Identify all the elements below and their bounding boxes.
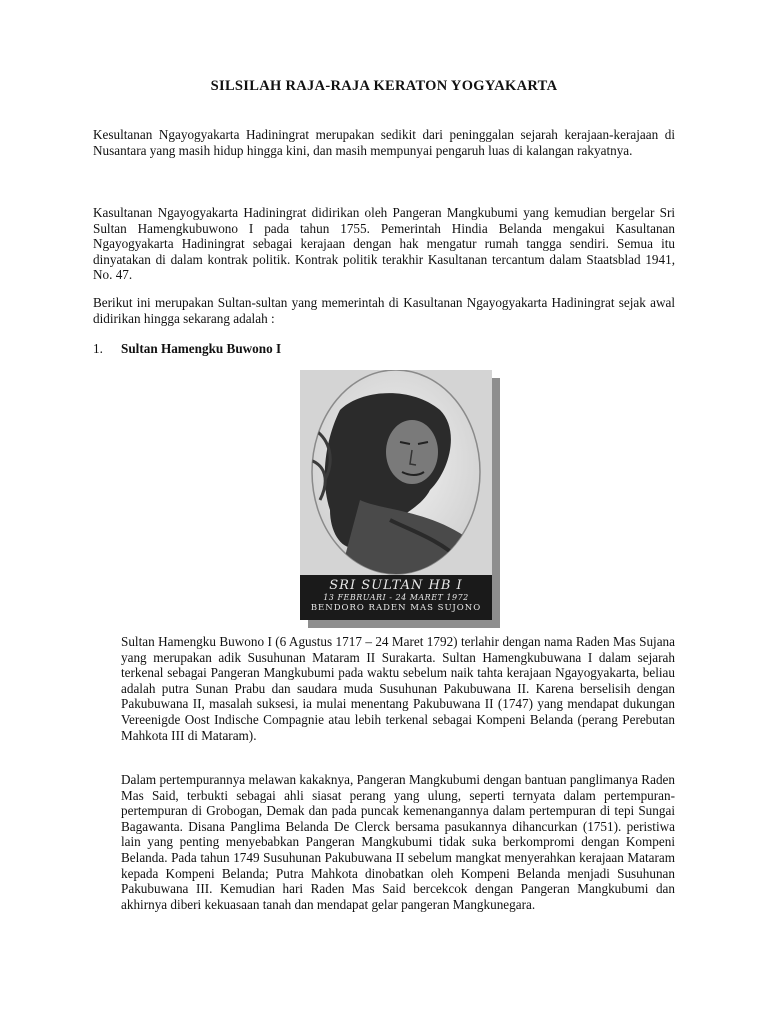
portrait-photo-frame bbox=[300, 370, 492, 620]
photo-caption bbox=[300, 575, 492, 620]
portrait-illustration bbox=[300, 370, 492, 575]
list-item-number: 1. bbox=[93, 341, 103, 356]
portrait-photo bbox=[300, 370, 492, 620]
caption-name: SRI SULTAN HB I bbox=[329, 578, 463, 593]
body-paragraph-1: Sultan Hamengku Buwono I (6 Agustus 1717 – 24 Maret 1792) terlahir dengan nama Raden Mas Sujana yang merupakan adik Susuhunan Mataram II Surakarta. Sultan Hamengkubuwana I dalam sejarah terkenal sebagai Pangeran Mangkubumi pada waktu sebelum naik tahta kerajaan Ngayogyakarta, beliau adalah putra Sunan Prabu dan saudara muda Susuhunan Pakubuwana II. Karena berselisih dengan Pakubuwana II, masalah suksesi, ia mulai menentang Pakubuwana II (1747) yang mendapat dukungan Vereenigde Oost Indische Compagnie atau lebih terkenal sebagai Kompeni Belanda (perang Perebutan Mahkota III di Mataram). bbox=[121, 634, 675, 743]
caption-birthname: BENDORO RADEN MAS SUJONO bbox=[310, 603, 482, 613]
intro-paragraph-3: Berikut ini merupakan Sultan-sultan yang memerintah di Kasultanan Ngayogyakarta Hadiningrat sejak awal didirikan hingga sekarang adalah : bbox=[93, 295, 675, 326]
intro-paragraph-1: Kesultanan Ngayogyakarta Hadiningrat merupakan sedikit dari peninggalan sejarah kerajaan-kerajaan di Nusantara yang masih hidup hingga kini, dan masih mempunyai pengaruh luas di kalangan rakyatnya. bbox=[93, 127, 675, 158]
body-paragraph-2: Dalam pertempurannya melawan kakaknya, Pangeran Mangkubumi dengan bantuan panglimanya Raden Mas Said, terbukti sebagai ahli siasat perang yang ulung, seperti ternyata dalam pertempuran-pertempuran di Grobogan, Demak dan pada puncak kemenangannya dalam pertempuran di tepi Sungai Bagawanta. Disana Panglima Belanda De Clerck bersama pasukannya dihancurkan (1751). peristiwa lain yang penting menyebabkan Pangeran Mangkubumi tidak suka berkompromi dengan Kompeni Belanda. Pada tahun 1749 Susuhunan Pakubuwana II sebelum mangkat menyerahkan kerajaan Mataram kepada Kompeni Belanda; Putra Mahkota dinobatkan oleh Kompeni Belanda menjadi Susuhunan Pakubuwana III. Kemudian hari Raden Mas Said bercekcok dengan Pangeran Mangkubumi dan akhirnya diberi kekuasaan tanah dan mendapat gelar pangeran Mangkunegara. bbox=[121, 772, 675, 912]
caption-dates: 13 FEBRUARI - 24 MARET 1972 bbox=[323, 593, 469, 602]
intro-paragraph-2: Kasultanan Ngayogyakarta Hadiningrat didirikan oleh Pangeran Mangkubumi yang kemudian bergelar Sri Sultan Hamengkubuwono I pada tahun 1755. Pemerintah Hindia Belanda mengakui Kasultanan Ngayogyakarta Hadiningrat sebagai kerajaan dengan hak mengatur rumah tangga sendiri. Semua itu dinyatakan di dalam kontrak politik. Kontrak politik terakhir Kasultanan tercantum dalam Staatsblad 1941, No. 47. bbox=[93, 205, 675, 283]
page-title: SILSILAH RAJA-RAJA KERATON YOGYAKARTA bbox=[210, 78, 558, 94]
list-item-heading: Sultan Hamengku Buwono I bbox=[121, 341, 282, 356]
